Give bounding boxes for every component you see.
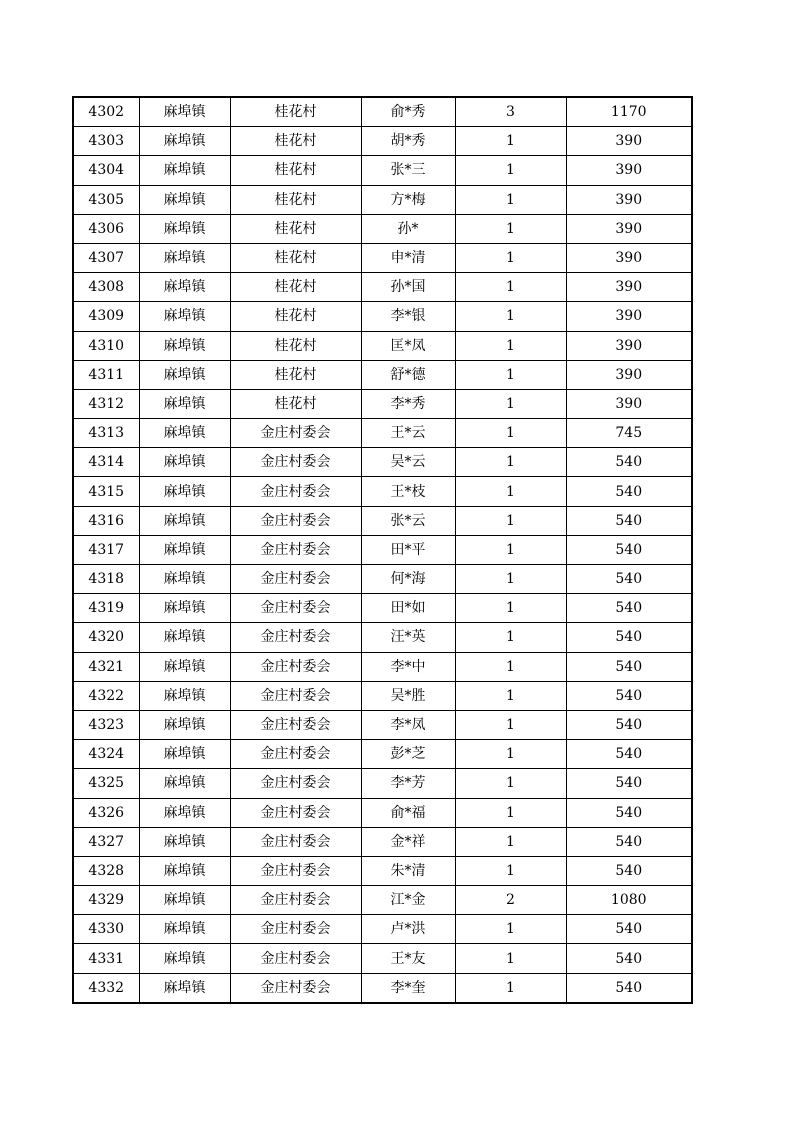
amount-cell: 540 <box>566 594 692 623</box>
row-number: 4328 <box>73 856 139 885</box>
amount-cell: 390 <box>566 156 692 185</box>
table-row <box>73 477 692 506</box>
town-cell: 麻埠镇 <box>139 915 230 944</box>
village-cell: 桂花村 <box>230 360 361 389</box>
table-row <box>73 535 692 564</box>
table-row <box>73 302 692 331</box>
name-cell: 李*中 <box>361 652 455 681</box>
village-cell: 金庄村委会 <box>230 652 361 681</box>
row-number: 4332 <box>73 973 139 1003</box>
row-number: 4318 <box>73 565 139 594</box>
amount-cell: 390 <box>566 185 692 214</box>
row-number: 4323 <box>73 710 139 739</box>
amount-cell: 390 <box>566 331 692 360</box>
name-cell: 舒*德 <box>361 360 455 389</box>
village-cell: 桂花村 <box>230 156 361 185</box>
amount-cell: 540 <box>566 973 692 1003</box>
village-cell: 金庄村委会 <box>230 681 361 710</box>
village-cell: 金庄村委会 <box>230 944 361 973</box>
amount-cell: 540 <box>566 915 692 944</box>
amount-cell: 540 <box>566 769 692 798</box>
count-cell: 1 <box>455 419 566 448</box>
amount-cell: 540 <box>566 565 692 594</box>
name-cell: 汪*英 <box>361 623 455 652</box>
count-cell: 1 <box>455 973 566 1003</box>
village-cell: 金庄村委会 <box>230 535 361 564</box>
table-row <box>73 681 692 710</box>
count-cell: 1 <box>455 915 566 944</box>
village-cell: 金庄村委会 <box>230 594 361 623</box>
name-cell: 江*金 <box>361 886 455 915</box>
name-cell: 胡*秀 <box>361 127 455 156</box>
amount-cell: 540 <box>566 506 692 535</box>
name-cell: 申*清 <box>361 243 455 272</box>
village-cell: 桂花村 <box>230 302 361 331</box>
amount-cell: 1170 <box>566 97 692 127</box>
table-row <box>73 652 692 681</box>
count-cell: 1 <box>455 827 566 856</box>
table-row <box>73 798 692 827</box>
village-cell: 金庄村委会 <box>230 506 361 535</box>
count-cell: 1 <box>455 127 566 156</box>
town-cell: 麻埠镇 <box>139 360 230 389</box>
name-cell: 俞*福 <box>361 798 455 827</box>
town-cell: 麻埠镇 <box>139 740 230 769</box>
town-cell: 麻埠镇 <box>139 389 230 418</box>
name-cell: 金*祥 <box>361 827 455 856</box>
amount-cell: 1080 <box>566 886 692 915</box>
name-cell: 朱*清 <box>361 856 455 885</box>
amount-cell: 540 <box>566 477 692 506</box>
table-row <box>73 360 692 389</box>
name-cell: 田*如 <box>361 594 455 623</box>
table-row <box>73 506 692 535</box>
count-cell: 1 <box>455 623 566 652</box>
amount-cell: 540 <box>566 448 692 477</box>
table-row <box>73 214 692 243</box>
town-cell: 麻埠镇 <box>139 710 230 739</box>
amount-cell: 540 <box>566 652 692 681</box>
village-cell: 桂花村 <box>230 389 361 418</box>
row-number: 4329 <box>73 886 139 915</box>
amount-cell: 540 <box>566 827 692 856</box>
row-number: 4325 <box>73 769 139 798</box>
town-cell: 麻埠镇 <box>139 535 230 564</box>
count-cell: 1 <box>455 243 566 272</box>
amount-cell: 390 <box>566 243 692 272</box>
village-cell: 金庄村委会 <box>230 448 361 477</box>
count-cell: 1 <box>455 214 566 243</box>
name-cell: 李*芳 <box>361 769 455 798</box>
amount-cell: 540 <box>566 623 692 652</box>
village-cell: 金庄村委会 <box>230 798 361 827</box>
table-row <box>73 185 692 214</box>
amount-cell: 745 <box>566 419 692 448</box>
town-cell: 麻埠镇 <box>139 448 230 477</box>
name-cell: 俞*秀 <box>361 97 455 127</box>
table-row <box>73 944 692 973</box>
village-cell: 桂花村 <box>230 273 361 302</box>
count-cell: 1 <box>455 331 566 360</box>
row-number: 4314 <box>73 448 139 477</box>
row-number: 4306 <box>73 214 139 243</box>
name-cell: 卢*洪 <box>361 915 455 944</box>
town-cell: 麻埠镇 <box>139 331 230 360</box>
table-row <box>73 623 692 652</box>
count-cell: 1 <box>455 360 566 389</box>
count-cell: 1 <box>455 594 566 623</box>
table-row <box>73 389 692 418</box>
amount-cell: 390 <box>566 360 692 389</box>
village-cell: 金庄村委会 <box>230 915 361 944</box>
row-number: 4322 <box>73 681 139 710</box>
village-cell: 金庄村委会 <box>230 973 361 1003</box>
name-cell: 王*云 <box>361 419 455 448</box>
row-number: 4319 <box>73 594 139 623</box>
village-cell: 金庄村委会 <box>230 769 361 798</box>
town-cell: 麻埠镇 <box>139 127 230 156</box>
row-number: 4331 <box>73 944 139 973</box>
row-number: 4317 <box>73 535 139 564</box>
amount-cell: 390 <box>566 273 692 302</box>
town-cell: 麻埠镇 <box>139 214 230 243</box>
village-cell: 桂花村 <box>230 127 361 156</box>
row-number: 4324 <box>73 740 139 769</box>
records-table-body <box>73 97 692 1003</box>
row-number: 4310 <box>73 331 139 360</box>
name-cell: 吴*胜 <box>361 681 455 710</box>
count-cell: 1 <box>455 535 566 564</box>
table-row <box>73 827 692 856</box>
table-row <box>73 856 692 885</box>
town-cell: 麻埠镇 <box>139 97 230 127</box>
count-cell: 1 <box>455 448 566 477</box>
count-cell: 1 <box>455 944 566 973</box>
town-cell: 麻埠镇 <box>139 506 230 535</box>
amount-cell: 390 <box>566 127 692 156</box>
table-row <box>73 273 692 302</box>
amount-cell: 390 <box>566 302 692 331</box>
table-row <box>73 710 692 739</box>
count-cell: 1 <box>455 652 566 681</box>
amount-cell: 540 <box>566 944 692 973</box>
name-cell: 吴*云 <box>361 448 455 477</box>
row-number: 4320 <box>73 623 139 652</box>
town-cell: 麻埠镇 <box>139 156 230 185</box>
row-number: 4303 <box>73 127 139 156</box>
town-cell: 麻埠镇 <box>139 243 230 272</box>
amount-cell: 540 <box>566 740 692 769</box>
table-row <box>73 915 692 944</box>
row-number: 4313 <box>73 419 139 448</box>
table-row <box>73 769 692 798</box>
row-number: 4311 <box>73 360 139 389</box>
town-cell: 麻埠镇 <box>139 798 230 827</box>
table-row <box>73 243 692 272</box>
amount-cell: 540 <box>566 681 692 710</box>
name-cell: 田*平 <box>361 535 455 564</box>
town-cell: 麻埠镇 <box>139 856 230 885</box>
count-cell: 1 <box>455 681 566 710</box>
count-cell: 1 <box>455 273 566 302</box>
name-cell: 孙*国 <box>361 273 455 302</box>
name-cell: 李*秀 <box>361 389 455 418</box>
table-row <box>73 973 692 1003</box>
count-cell: 1 <box>455 389 566 418</box>
count-cell: 1 <box>455 156 566 185</box>
name-cell: 张*三 <box>361 156 455 185</box>
name-cell: 匡*凤 <box>361 331 455 360</box>
town-cell: 麻埠镇 <box>139 623 230 652</box>
name-cell: 王*枝 <box>361 477 455 506</box>
row-number: 4330 <box>73 915 139 944</box>
village-cell: 金庄村委会 <box>230 623 361 652</box>
amount-cell: 540 <box>566 535 692 564</box>
name-cell: 王*友 <box>361 944 455 973</box>
table-row <box>73 331 692 360</box>
village-cell: 金庄村委会 <box>230 856 361 885</box>
name-cell: 何*海 <box>361 565 455 594</box>
name-cell: 方*梅 <box>361 185 455 214</box>
row-number: 4309 <box>73 302 139 331</box>
name-cell: 李*奎 <box>361 973 455 1003</box>
town-cell: 麻埠镇 <box>139 652 230 681</box>
town-cell: 麻埠镇 <box>139 565 230 594</box>
row-number: 4321 <box>73 652 139 681</box>
town-cell: 麻埠镇 <box>139 769 230 798</box>
amount-cell: 390 <box>566 214 692 243</box>
town-cell: 麻埠镇 <box>139 185 230 214</box>
count-cell: 1 <box>455 740 566 769</box>
town-cell: 麻埠镇 <box>139 477 230 506</box>
count-cell: 1 <box>455 185 566 214</box>
village-cell: 金庄村委会 <box>230 827 361 856</box>
row-number: 4326 <box>73 798 139 827</box>
village-cell: 桂花村 <box>230 185 361 214</box>
records-table <box>72 96 693 1004</box>
count-cell: 2 <box>455 886 566 915</box>
town-cell: 麻埠镇 <box>139 973 230 1003</box>
town-cell: 麻埠镇 <box>139 302 230 331</box>
count-cell: 1 <box>455 302 566 331</box>
row-number: 4305 <box>73 185 139 214</box>
table-row <box>73 594 692 623</box>
amount-cell: 540 <box>566 710 692 739</box>
row-number: 4315 <box>73 477 139 506</box>
table-row <box>73 419 692 448</box>
town-cell: 麻埠镇 <box>139 827 230 856</box>
town-cell: 麻埠镇 <box>139 273 230 302</box>
table-row <box>73 156 692 185</box>
table-row <box>73 127 692 156</box>
village-cell: 金庄村委会 <box>230 886 361 915</box>
row-number: 4308 <box>73 273 139 302</box>
count-cell: 1 <box>455 710 566 739</box>
row-number: 4327 <box>73 827 139 856</box>
village-cell: 桂花村 <box>230 243 361 272</box>
town-cell: 麻埠镇 <box>139 594 230 623</box>
table-row <box>73 565 692 594</box>
count-cell: 1 <box>455 477 566 506</box>
amount-cell: 540 <box>566 798 692 827</box>
table-row <box>73 886 692 915</box>
row-number: 4307 <box>73 243 139 272</box>
name-cell: 彭*芝 <box>361 740 455 769</box>
name-cell: 孙* <box>361 214 455 243</box>
amount-cell: 390 <box>566 389 692 418</box>
village-cell: 金庄村委会 <box>230 740 361 769</box>
count-cell: 1 <box>455 769 566 798</box>
village-cell: 金庄村委会 <box>230 419 361 448</box>
row-number: 4304 <box>73 156 139 185</box>
name-cell: 李*银 <box>361 302 455 331</box>
count-cell: 1 <box>455 856 566 885</box>
table-row <box>73 740 692 769</box>
village-cell: 金庄村委会 <box>230 565 361 594</box>
village-cell: 金庄村委会 <box>230 477 361 506</box>
village-cell: 桂花村 <box>230 331 361 360</box>
village-cell: 桂花村 <box>230 214 361 243</box>
count-cell: 1 <box>455 565 566 594</box>
name-cell: 张*云 <box>361 506 455 535</box>
town-cell: 麻埠镇 <box>139 681 230 710</box>
count-cell: 3 <box>455 97 566 127</box>
village-cell: 金庄村委会 <box>230 710 361 739</box>
town-cell: 麻埠镇 <box>139 419 230 448</box>
count-cell: 1 <box>455 798 566 827</box>
table-row <box>73 97 692 127</box>
table-row <box>73 448 692 477</box>
row-number: 4302 <box>73 97 139 127</box>
amount-cell: 540 <box>566 856 692 885</box>
count-cell: 1 <box>455 506 566 535</box>
row-number: 4316 <box>73 506 139 535</box>
name-cell: 李*凤 <box>361 710 455 739</box>
town-cell: 麻埠镇 <box>139 886 230 915</box>
village-cell: 桂花村 <box>230 97 361 127</box>
row-number: 4312 <box>73 389 139 418</box>
town-cell: 麻埠镇 <box>139 944 230 973</box>
